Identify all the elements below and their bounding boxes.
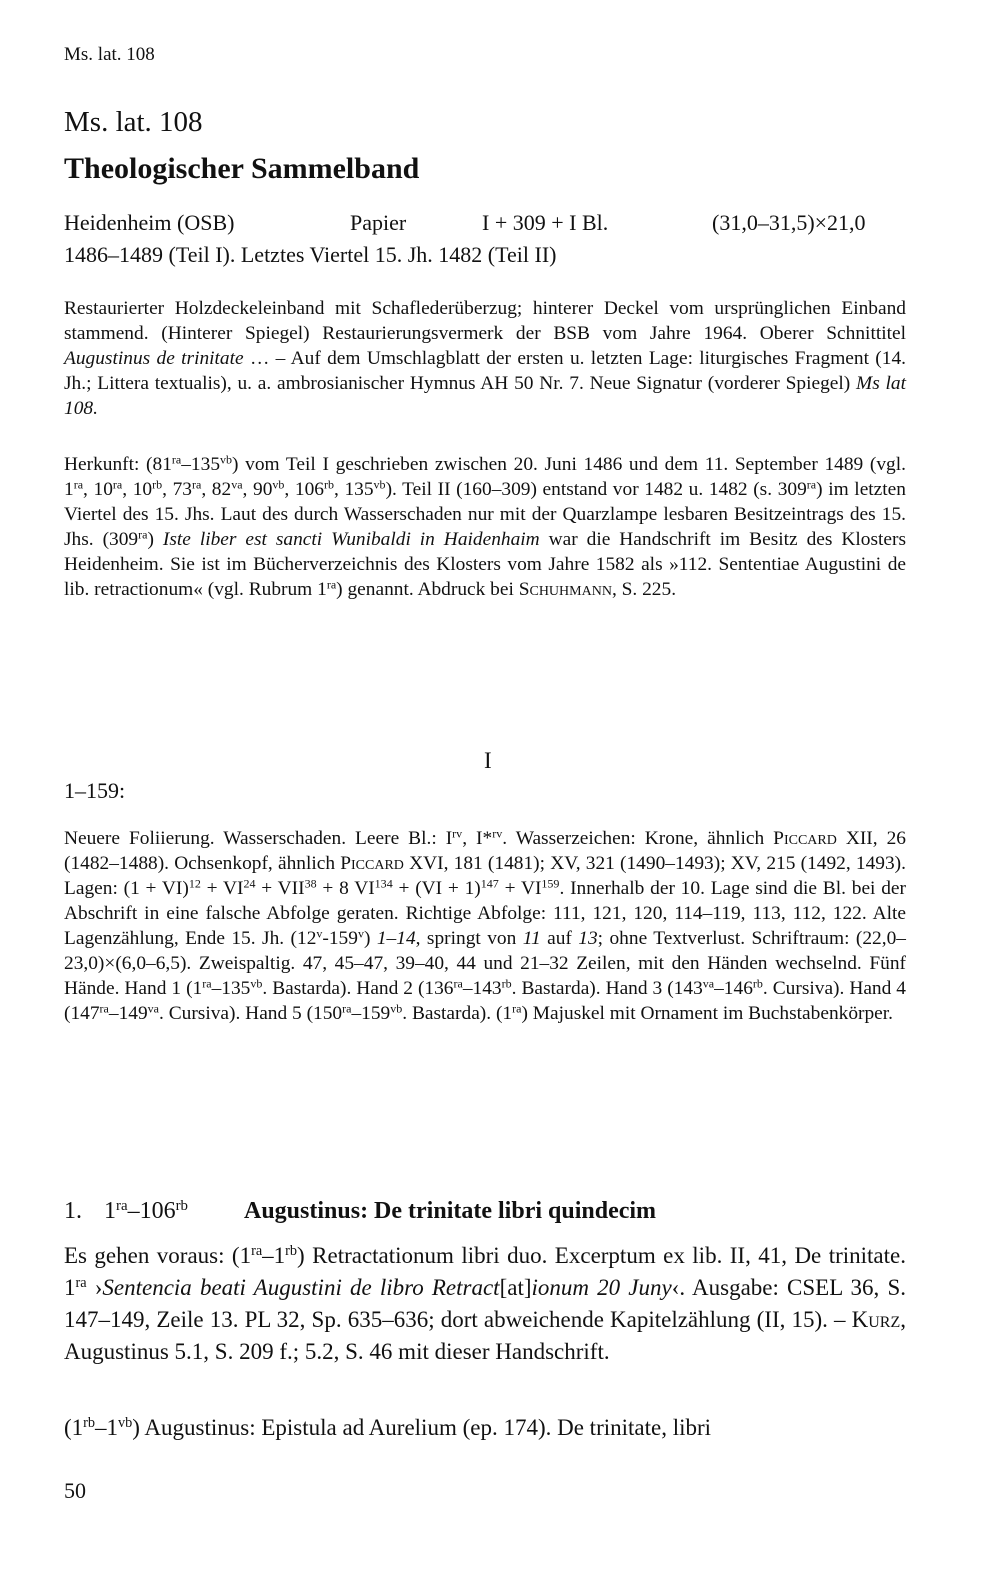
codicological-description: Neuere Foliierung. Wasserschaden. Leere Bl.: $I^{rv}$, I*$^{rv}$. Wasserzeichen: Krone, ähnlich Piccard XII, 26 (1482–1488). Ochsenkopf, ähnlich Piccard XVI, 181 (1481); XV, 321 (1490–1493); XV, 215 (1492, 1493). Lagen: $(1 + VI)^{12} + VI^{24} + VII^{38} + 8$ $VI^{134} + (VI + 1)^{147} + VI^{159}$. Innerhalb der 10. Lage sind die Bl. bei der Abschrift in eine falsche Abfolge geraten. Richtige Abfolge: 111, 121, 120, 114–119, 113, 112, 122. Alte Lagenzählung, Ende 15. Jh. (12$^v$-159$^v$) 1–14, springt von 11 auf 13; ohne Textverlust. Schriftraum: (22,0–23,0)×(6,0–6,5). Zweispaltig. 47, 45–47, 39–40, 44 und 21–32 Zeilen, mit den Händen wechselnd. Fünf Hände. Hand 1 ($1^{ra}-135^{vb}$. Bastarda). Hand 2 ($136^{ra}-143^{rb}$. Bastarda). Hand 3 ($143^{va}-146^{rb}$. Cursiva). Hand 4 ($147^{ra}-149^{va}$. Cursiva). Hand 5 ($150^{ra}-159^{vb}$. Bastarda). $(1^{ra})$ Majuskel mit Ornament im Buchstabenkörper. (64, 826, 906, 1024)
entry-number: 1. (64, 1198, 82, 1224)
entry-heading (64, 1198, 656, 1225)
entry-text-epistula: $(1^{rb}-1^{vb})$ Augustinus: Epistula ad Aurelium (ep. 174). De trinitate, libri (64, 1415, 712, 1440)
entry-text-preface: Es gehen voraus: $(1^{ra}-1^{rb})$ Retractationum libri duo. Excerptum ex lib. II, 41, De trinitate. $1^{ra}$ ›Sentencia beati Augustini de libro Retract[at]ionum 20 Juny‹. Ausgabe: CSEL 36, S. 147–149, Zeile 13. PL 32, Sp. 635–636; dort abweichende Kapitelzählung (II, 15). – Kurz, Augustinus 5.1, S. 209 f.; 5.2, S. 46 mit dieser Handschrift. (64, 1243, 906, 1364)
page-number: 50 (64, 1478, 86, 1503)
provenance-paragraph: Herkunft: $(81^{ra}-135^{vb})$ vom Teil I geschrieben zwischen 20. Juni 1486 und dem 11. September 1489 (vgl. $1^{ra}$, $10^{ra}$, $10^{rb}$, $73^{ra}$, $82^{va}$, $90^{vb}$, $106^{rb}$, $135^{vb}$). Teil II (160–309) entstand vor 1482 u. 1482 (s. $309^{ra}$) im letzten Viertel des 15. Jhs. Laut des durch Wasserschaden nur mit der Quarzlampe lesbaren Besitzeintrags des 15. Jhs. $(309^{ra})$ Iste liber est sancti Wunibaldi in Haidenhaim war die Handschrift im Besitz des Klosters Heidenheim. Sie ist im Bücherverzeichnis des Klosters vom Jahre 1582 als »112. Sententiae Augustini de lib. retractionum« (vgl. Rubrum $1^{ra}$) genannt. Abdruck bei Schuhmann, S. 225. (64, 452, 906, 600)
page-title: Theologischer Sammelband (64, 152, 420, 185)
leaf-count: I + 309 + I Bl. (482, 210, 609, 235)
running-head: Ms. lat. 108 (64, 44, 155, 65)
entry-folio-range: $1^{ra}-106^{rb}$ (104, 1197, 188, 1224)
origin-place: Heidenheim (OSB) (64, 210, 235, 235)
material: Papier (350, 210, 407, 235)
format-dimensions: (31,0–31,5)×21,0 (712, 210, 866, 235)
entry-title: Augustinus: De trinitate libri quindecim (244, 1198, 657, 1224)
binding-description: Restaurierter Holzdeckeleinband mit Schaflederüberzug; hinterer Deckel vom ursprünglichen Einband stammend. (Hinterer Spiegel) Restaurierungsvermerk der BSB vom Jahre 1964. Oberer Schnittitel Augustinus de trinitate … – Auf dem Umschlagblatt der ersten u. letzten Lage: liturgisches Fragment (14. Jh.; Littera textualis), u. a. ambrosianischer Hymnus AH 50 Nr. 7. Neue Signatur (vorderer Spiegel) Ms lat 108. (64, 298, 906, 419)
part-numeral: I (484, 748, 492, 773)
part-folio-range: 1–159: (64, 778, 126, 803)
shelfmark: Ms. lat. 108 (64, 106, 203, 138)
date-line: 1486–1489 (Teil I). Letztes Viertel 15. Jh. 1482 (Teil II) (64, 242, 557, 267)
